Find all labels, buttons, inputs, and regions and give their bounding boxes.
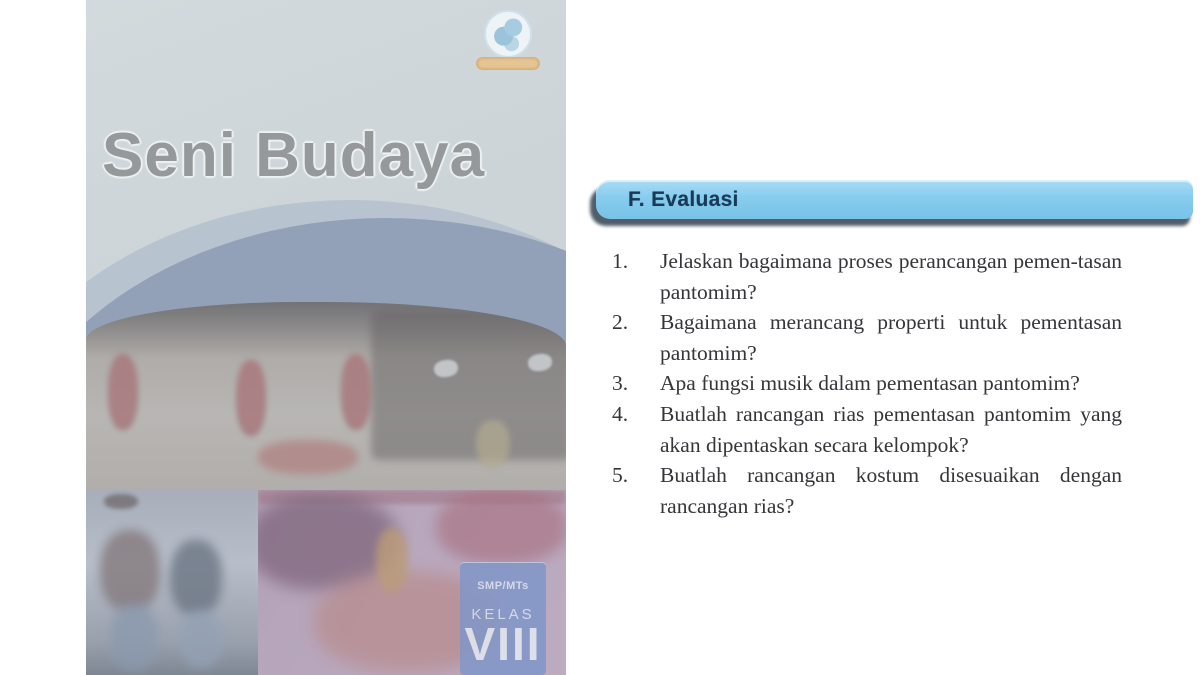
question-text: Bagaimana merancang properti untuk pementasan pantomim?: [660, 310, 1122, 365]
question-item: [610, 246, 1122, 307]
question-number: 5.: [612, 463, 629, 488]
question-number: 3.: [612, 371, 629, 396]
section-heading-bar: [596, 180, 1193, 219]
mime-legs: [110, 604, 158, 670]
stage-performance-photo: [86, 302, 566, 490]
mime-body: [170, 540, 222, 616]
question-text: Apa fungsi musik dalam pementasan pantomim?: [660, 371, 1080, 396]
badge-school-level: SMP/MTs: [477, 580, 529, 592]
pantomime-photo: [86, 490, 258, 675]
question-item: [610, 399, 1122, 460]
stage-performer: [236, 360, 266, 436]
dance-stage-prop: [436, 490, 566, 564]
question-number: 2.: [612, 310, 629, 335]
stage-backdrop: [371, 310, 566, 460]
gamelan-player: [476, 420, 510, 468]
dance-lead-figure: [376, 528, 408, 592]
section-heading: F. Evaluasi: [628, 187, 739, 211]
curriculum-banner-icon: [476, 57, 540, 70]
question-number: 1.: [612, 249, 629, 273]
question-item: [610, 460, 1122, 521]
badge-class-label: KELAS: [471, 606, 535, 623]
mime-hat: [104, 494, 138, 509]
book-title: Seni Budaya: [102, 121, 486, 190]
question-text: Buatlah rancangan kostum disesuaikan dengan rancangan rias?: [660, 463, 1122, 518]
question-text: Jelaskan bagaimana proses perancangan pemen-tasan pantomim?: [660, 249, 1122, 304]
class-level-badge: [460, 562, 546, 675]
question-text: Buatlah rancangan rias pementasan pantomim yang akan dipentaskan secara kelompok?: [660, 401, 1122, 457]
question-item: [610, 307, 1122, 368]
mime-legs: [180, 610, 222, 668]
stage-performer: [108, 354, 138, 430]
question-item: [610, 368, 1122, 399]
ministry-curriculum-logo-icon: [484, 10, 532, 58]
mime-body: [100, 530, 160, 612]
question-number: 4.: [612, 401, 629, 426]
book-cover: [86, 0, 566, 675]
questions-list: [610, 246, 1122, 521]
badge-class-number: VIII: [464, 618, 542, 670]
stage-seated-performer: [258, 440, 358, 474]
stage-performer: [341, 354, 371, 430]
